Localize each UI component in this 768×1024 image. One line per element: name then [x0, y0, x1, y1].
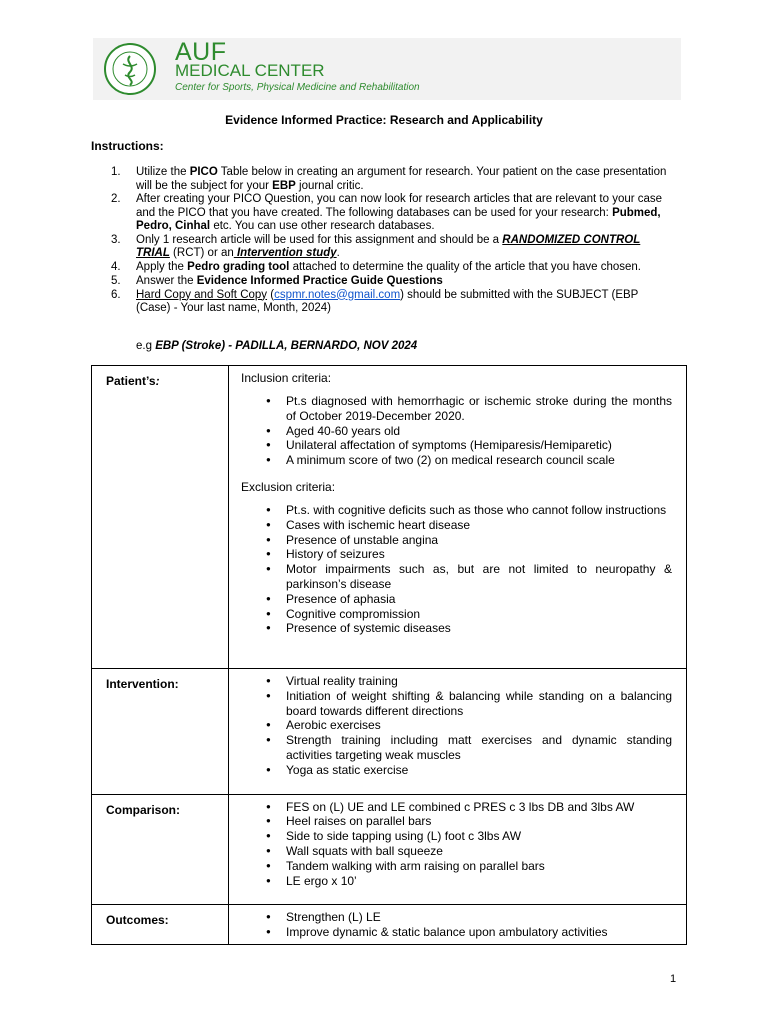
list-item: ● LE ergo x 10’: [286, 874, 672, 889]
page-title: Evidence Informed Practice: Research and Applicability: [225, 113, 543, 127]
list-item: ● Heel raises on parallel bars: [286, 814, 672, 829]
list-item: ● Strength training including matt exercises and dynamic standing activities targeting weak muscles: [286, 733, 672, 763]
org-subtitle: MEDICAL CENTER: [175, 61, 325, 80]
outcomes-label: Outcomes:: [92, 905, 229, 945]
list-item: ● Initiation of weight shifting & balancing while standing on a balancing board towards different directions: [286, 689, 672, 719]
org-tagline: Center for Sports, Physical Medicine and Rehabilitation: [175, 82, 420, 93]
exclusion-label: Exclusion criteria:: [241, 479, 336, 494]
list-item: ● Yoga as static exercise: [286, 763, 672, 778]
list-item: ● Pt.s diagnosed with hemorrhagic or ischemic stroke during the months of October 2019-December 2020.: [286, 394, 672, 424]
list-item: ● Side to side tapping using (L) foot c 3lbs AW: [286, 829, 672, 844]
list-item: ● Presence of aphasia: [286, 592, 672, 607]
instructions-heading: Instructions:: [91, 139, 164, 153]
patient-label: Patient’s:: [92, 366, 229, 669]
list-item: ● Unilateral affectation of symptoms (Hemiparesis/Hemiparetic): [286, 438, 672, 453]
list-item: ● Pt.s. with cognitive deficits such as those who cannot follow instructions: [286, 503, 672, 518]
instruction-item: 5. Answer the Evidence Informed Practice Guide Questions: [111, 275, 443, 287]
list-item: ● Strengthen (L) LE: [286, 910, 672, 925]
list-item: ● Motor impairments such as, but are not limited to neuropathy & parkinson’s disease: [286, 562, 672, 592]
inclusion-label: Inclusion criteria:: [241, 371, 332, 385]
instructions-list: [111, 166, 671, 316]
comparison-content: [229, 794, 687, 905]
list-item: ● FES on (L) UE and LE combined c PRES c 3 lbs DB and 3lbs AW: [286, 800, 672, 815]
instruction-item: 3. Only 1 research article will be used for this assignment and should be a RANDOMIZED CONTROL TRIAL (RCT) or an Intervention study.: [111, 233, 641, 259]
list-item: ● Presence of unstable angina: [286, 533, 672, 548]
pico-row-comparison: [92, 794, 687, 905]
intervention-list: [241, 674, 672, 778]
list-item: ● Cases with ischemic heart disease: [286, 518, 672, 533]
instruction-item: 4. Apply the Pedro grading tool attached to determine the quality of the article that you have chosen.: [111, 260, 641, 273]
list-item: ● Aerobic exercises: [286, 718, 672, 733]
outcomes-content: [229, 905, 687, 945]
instruction-item: 6. Hard Copy and Soft Copy (cspmr.notes@gmail.com) should be submitted with the SUBJECT (EBP (Case) - Your last name, Month, 2024): [111, 288, 639, 314]
list-item: ● Wall squats with ball squeeze: [286, 844, 672, 859]
outcomes-list: [241, 910, 672, 940]
instruction-item: 2. After creating your PICO Question, you can now look for research articles that are relevant to your case and the PICO that you have created. The following databases can be used for your research: Pubmed, Pedro, Cinhal etc. You can use other research databases.: [111, 193, 663, 232]
letterhead: [93, 38, 681, 100]
list-item: ● Tandem walking with arm raising on parallel bars: [286, 859, 672, 874]
intervention-label: Intervention:: [92, 669, 229, 795]
comparison-label: Comparison:: [92, 794, 229, 905]
pico-table: [91, 365, 687, 945]
pico-row-outcomes: [92, 905, 687, 945]
list-item: ● Virtual reality training: [286, 674, 672, 689]
pico-row-patient: [92, 366, 687, 669]
list-item: ● A minimum score of two (2) on medical research council scale: [286, 453, 672, 468]
instruction-item: 1. Utilize the PICO Table below in creating an argument for research. Your patient on the case presentation will be the subject for your EBP journal critic.: [111, 166, 667, 192]
comparison-list: [241, 800, 672, 889]
university-seal-icon: [103, 42, 157, 96]
inclusion-list: [241, 394, 672, 468]
email-link[interactable]: cspmr.notes@gmail.com: [274, 288, 401, 301]
intervention-content: [229, 669, 687, 795]
list-item: ● Cognitive compromission: [286, 607, 672, 622]
exclusion-list: [241, 503, 672, 636]
list-item: ● History of seizures: [286, 547, 672, 562]
org-name: AUF: [175, 38, 227, 66]
list-item: ● Aged 40-60 years old: [286, 424, 672, 439]
list-item: ● Improve dynamic & static balance upon ambulatory activities: [286, 925, 672, 940]
patient-content: [229, 366, 687, 669]
example-subject: e.g EBP (Stroke) - PADILLA, BERNARDO, NOV 2024: [136, 340, 418, 352]
page-number: 1: [670, 973, 677, 985]
pico-row-intervention: [92, 669, 687, 795]
list-item: ● Presence of systemic diseases: [286, 621, 672, 636]
